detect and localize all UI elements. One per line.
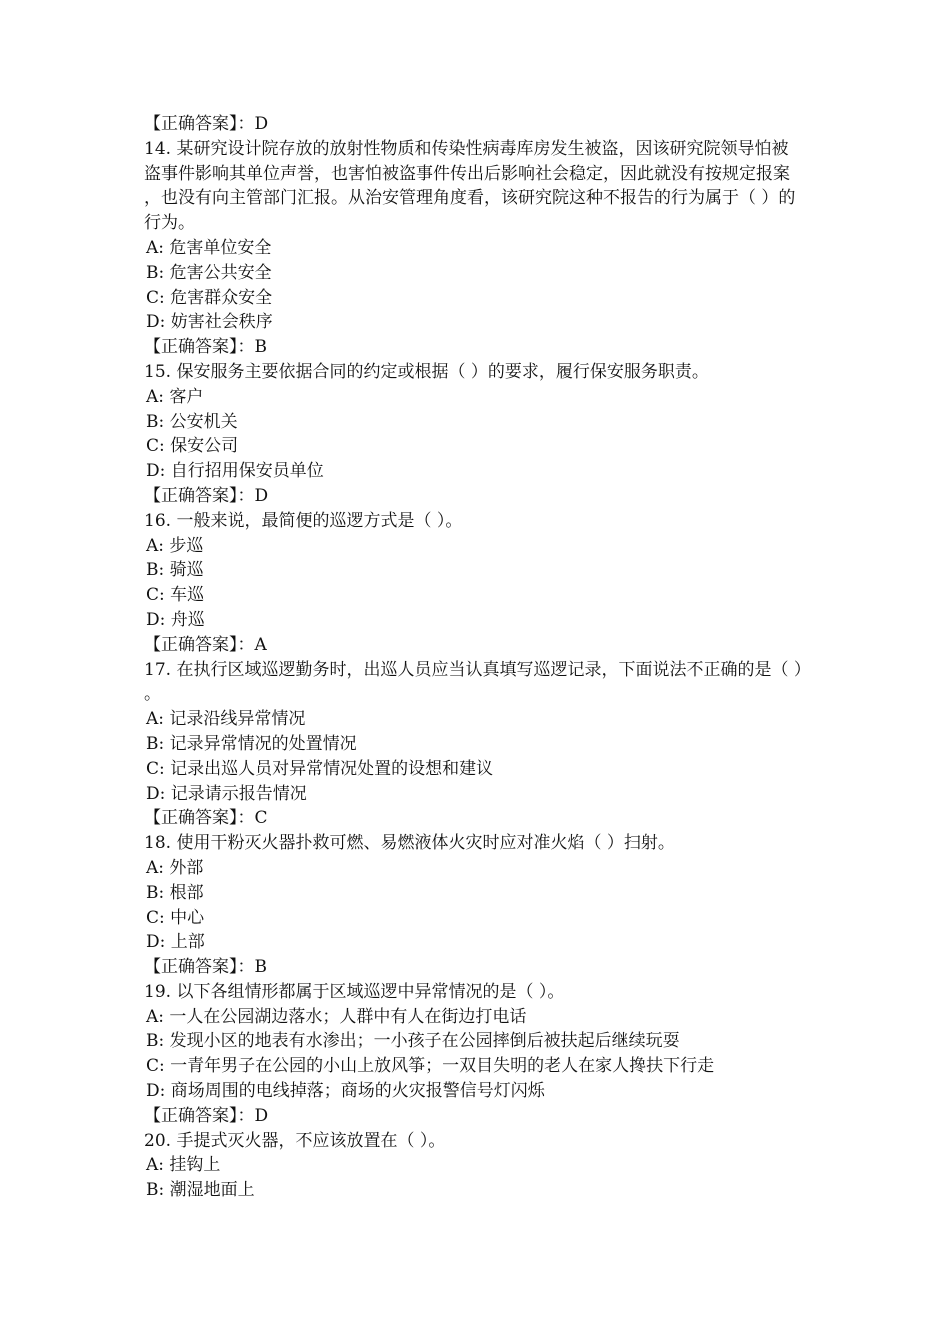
question-text: 17. 在执行区域巡逻勤务时，出巡人员应当认真填写巡逻记录，下面说法不正确的是（ ）。: [144, 659, 803, 705]
option-c: C: 保安公司: [146, 436, 239, 457]
option-b: B: 骑巡: [146, 560, 204, 581]
option-c: C: 车巡: [146, 585, 205, 606]
option-d: D: 记录请示报告情况: [146, 783, 307, 804]
option-b: B: 根部: [146, 882, 204, 903]
question-text: 14. 某研究设计院存放的放射性物质和传染性病毒库房发生被盗，因该研究院领导怕被盗事件影响其单位声誉，也害怕被盗事件传出后影响社会稳定，因此就没有按规定报案，也没有向主管部门汇报。从治安管理角度看，该研究院这种不报告的行为属于（ ）的行为。: [144, 138, 796, 234]
option-d: D: 舟巡: [146, 609, 205, 630]
option-c: C: 一青年男子在公园的小山上放风筝；一双目失明的老人在家人搀扶下行走: [146, 1056, 715, 1077]
option-d: D: 妨害社会秩序: [146, 312, 273, 333]
option-b: B: 记录异常情况的处置情况: [146, 733, 357, 754]
answer-line: 【正确答案】：B: [144, 337, 267, 358]
option-a: A: 步巡: [146, 535, 204, 556]
option-a: A: 外部: [146, 857, 204, 878]
answer-line: 【正确答案】：D: [144, 1105, 269, 1126]
option-d: D: 商场周围的电线掉落；商场的火灾报警信号灯闪烁: [146, 1081, 545, 1102]
option-a: A: 危害单位安全: [146, 237, 272, 258]
option-d: D: 上部: [146, 932, 205, 953]
option-b: B: 潮湿地面上: [146, 1180, 255, 1201]
question-list: [144, 112, 804, 1203]
question-text: 19. 以下各组情形都属于区域巡逻中异常情况的是（ ）。: [144, 981, 565, 1002]
option-a: A: 一人在公园湖边落水；人群中有人在街边打电话: [146, 1006, 527, 1027]
question-text: 20. 手提式灭火器，不应该放置在（ ）。: [144, 1130, 446, 1151]
option-b: B: 公安机关: [146, 411, 238, 432]
option-b: B: 危害公共安全: [146, 262, 272, 283]
option-a: A: 客户: [146, 386, 204, 407]
answer-line: 【正确答案】：D: [144, 114, 269, 134]
answer-line: 【正确答案】：A: [144, 634, 267, 655]
option-c: C: 记录出巡人员对异常情况处置的设想和建议: [146, 758, 494, 779]
option-b: B: 发现小区的地表有水渗出；一小孩子在公园摔倒后被扶起后继续玩耍: [146, 1031, 680, 1052]
question-text: 18. 使用干粉灭火器扑救可燃、易燃液体火灾时应对准火焰（ ）扫射。: [144, 833, 675, 854]
question-text: 15. 保安服务主要依据合同的约定或根据（ ）的要求，履行保安服务职责。: [144, 361, 709, 382]
option-a: A: 记录沿线异常情况: [146, 709, 306, 730]
answer-line: 【正确答案】：C: [144, 808, 268, 829]
option-c: C: 危害群众安全: [146, 287, 273, 308]
answer-line: 【正确答案】：B: [144, 957, 267, 978]
option-d: D: 自行招用保安员单位: [146, 461, 324, 482]
option-c: C: 中心: [146, 907, 205, 928]
question-text: 16. 一般来说，最简便的巡逻方式是（ ）。: [144, 510, 463, 531]
answer-line: 【正确答案】：D: [144, 485, 269, 506]
option-a: A: 挂钩上: [146, 1155, 221, 1176]
